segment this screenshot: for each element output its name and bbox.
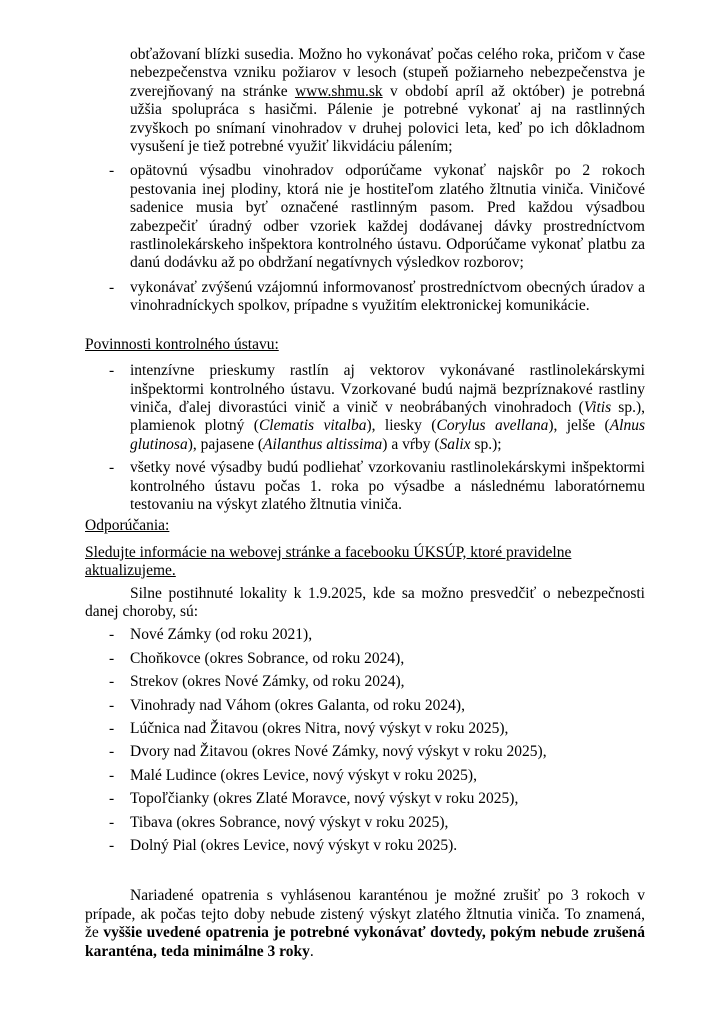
locality-item: [85, 814, 645, 832]
locality-item-text: Topoľčianky (okres Zlaté Moravce, nový výskyt v roku 2025),: [130, 790, 519, 808]
survey-text-part: sp.);: [470, 435, 502, 453]
survey-text-part: ), liesky (: [366, 417, 437, 435]
locality-item: [85, 720, 645, 738]
locality-item-text: Nové Zámky (od roku 2021),: [130, 626, 313, 644]
locality-item-text: Choňkovce (okres Sobrance, od roku 2024),: [130, 649, 405, 667]
locality-item-text: Dvory nad Žitavou (okres Nové Zámky, nový výskyt v roku 2025),: [130, 743, 547, 761]
closing-final-period: .: [309, 942, 314, 960]
bullet-dash: -: [109, 649, 115, 667]
bullet-dash: -: [109, 459, 115, 477]
survey-text-part: sp.), plamienok plotný (: [130, 398, 645, 435]
survey-text-part: ) a vŕby (: [382, 435, 440, 453]
latin-name-corylus: Corylus avellana: [436, 417, 549, 435]
latin-name-vitis: Vitis: [583, 398, 612, 416]
bullet-dash: -: [109, 837, 115, 855]
bullet-dash: -: [109, 790, 115, 808]
shmu-website-link[interactable]: www.shmu.sk: [294, 82, 383, 100]
survey-text-part: intenzívne prieskumy rastlín aj vektorov vykonávané rastlinolekárskymi inšpektormi kontrolného ústavu. Vzorkované budú najmä bezpríznakové rastliny viniča, ďalej divorastúci vinič a vinič v neobrábaných vinohradoch (: [130, 362, 645, 416]
bullet-replanting: [85, 162, 645, 272]
locality-item: [85, 626, 645, 644]
locality-item: [85, 767, 645, 785]
burning-text-after-link: v období apríl až október) je potrebná užšia spolupráca s hasičmi. Pálenie je potrebné vykonať aj na rastlinných zvyškoch po snímaní vinohradov v druhej polovici leta, keď po ich dôkladnom vysušení je tiež potrebné využiť likvidáciu pálením;: [130, 82, 645, 156]
latin-name-alnus: Alnus glutinosa: [130, 417, 645, 453]
bullet-dash: -: [109, 162, 115, 180]
affected-localities-list: [85, 626, 645, 855]
latin-name-clematis: Clematis vitalba: [258, 417, 367, 435]
locality-item: [85, 790, 645, 808]
bullet-communication: [85, 279, 645, 316]
locality-item-text: Dolný Pial (okres Levice, nový výskyt v roku 2025).: [130, 837, 458, 855]
bullet-new-plantings: [85, 459, 645, 514]
locality-item-text: Lúčnica nad Žitavou (okres Nitra, nový výskyt v roku 2025),: [130, 720, 509, 737]
locality-item: [85, 697, 645, 715]
locality-item-text: Vinohrady nad Váhom (okres Galanta, od roku 2024),: [130, 696, 465, 714]
locality-item-text: Malé Ludince (okres Levice, nový výskyt v roku 2025),: [130, 766, 477, 784]
locality-item-text: Strekov (okres Nové Zámky, od roku 2024),: [130, 673, 405, 691]
follow-updates-line: Sledujte informácie na webovej stránke a facebooku ÚKSÚP, ktoré pravidelne aktualizujeme.: [85, 543, 572, 580]
bullet-dash: -: [109, 720, 115, 737]
bullet-replanting-text: opätovnú výsadbu vinohradov odporúčame vykonať najskôr po 2 rokoch pestovania inej plodiny, ktorá nie je hostiteľom zlatého žltnutia viniča. Viničové sadenice musia byť označené rastlinným pasom. Pred každou výsadbou zabezpečiť úradný odber vzoriek každej dodávanej dávky prostredníctvom rastlinolekárskeho inšpektora kontrolného ústavu. Odporúčame vykonať platbu za danú dodávku až po obdržaní negatívnych výsledkov rozborov;: [130, 162, 645, 272]
affected-localities-intro: Silne postihnuté lokality k 1.9.2025, kde sa možno presvedčiť o nebezpečnosti danej choroby, sú:: [85, 584, 645, 620]
survey-text-part: ), pajasene (: [187, 435, 264, 453]
bullet-dash: -: [109, 362, 115, 380]
locality-item: [85, 743, 645, 761]
closing-paragraph: [85, 887, 645, 961]
locality-item: [85, 837, 645, 855]
closing-bold-text: vyššie uvedené opatrenia je potrebné vykonávať dovtedy, pokým nebude zrušená karanténa, teda minimálne 3 roky: [85, 924, 645, 960]
closing-normal-text: Nariadené opatrenia s vyhlásenou karanténou je možné zrušiť po 3 rokoch v prípade, ak počas tejto doby nebude zistený výskyt zlatého žltnutia viniča. To znamená, že: [85, 887, 645, 942]
bullet-dash: -: [109, 813, 115, 831]
bullet-plant-surveys: [85, 362, 645, 454]
bullet-dash: -: [109, 673, 115, 691]
paragraph-burning-continuation: [130, 46, 645, 156]
bullet-dash: -: [109, 766, 115, 784]
burning-text-before-link: obťažovaní blízki susedia. Možno ho vykonávať počas celého roka, pričom v čase nebezpečenstva vzniku požiarov v lesoch (stupeň požiarneho nebezpečenstva je zverejňovaný na stránke: [130, 46, 645, 100]
bullet-communication-text: vykonávať zvýšenú vzájomnú informovanosť prostredníctvom obecných úradov a vinohradníckych spolkov, prípadne s využitím elektronickej komunikácie.: [130, 278, 645, 315]
locality-item-text: Tibava (okres Sobrance, nový výskyt v roku 2025),: [130, 813, 449, 831]
locality-item: [85, 673, 645, 691]
bullet-plant-surveys-text: [130, 362, 645, 454]
latin-name-salix: Salix: [439, 435, 471, 453]
bullet-dash: -: [109, 278, 115, 296]
survey-text-part: ), jelše (: [548, 417, 610, 435]
locality-item: [85, 650, 645, 668]
bullet-dash: -: [109, 743, 115, 761]
bullet-new-plantings-text: všetky nové výsadby budú podliehať vzorkovaniu rastlinolekárskymi inšpektormi kontrolného ústavu počas 1. roka po výsadbe a následnému laboratórnemu testovaniu na výskyt zlatého žltnutia viniča.: [130, 459, 645, 513]
bullet-dash: -: [109, 696, 115, 714]
heading-recommendations: Odporúčania:: [85, 517, 170, 535]
latin-name-ailanthus: Ailanthus altissima: [263, 435, 383, 453]
heading-control-institute-duties: Povinnosti kontrolného ústavu:: [85, 335, 279, 353]
bullet-dash: -: [109, 626, 115, 644]
